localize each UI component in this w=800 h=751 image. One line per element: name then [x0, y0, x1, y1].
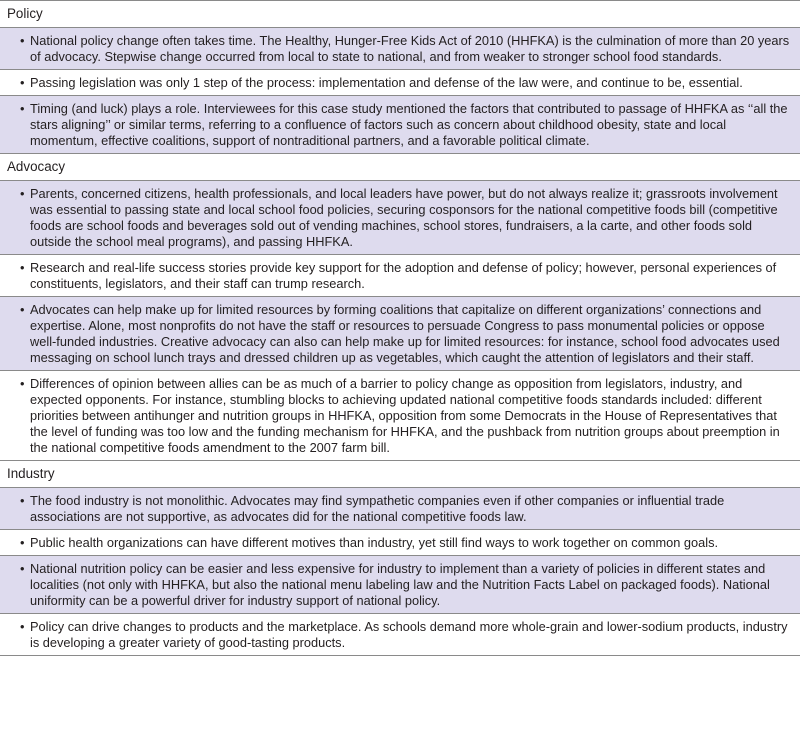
- bullet-icon: •: [20, 561, 25, 576]
- bullet-icon: •: [20, 619, 25, 634]
- row-text: Policy can drive changes to products and the marketplace. As schools demand more whole-grain and lower-sodium products, industry is developing a greater variety of good-tasting products.: [30, 619, 788, 650]
- table-row: [0, 530, 800, 556]
- section-title-policy: Policy: [0, 1, 800, 28]
- table-row: [0, 96, 800, 154]
- table-row: [0, 255, 800, 297]
- bullet-icon: •: [20, 376, 25, 391]
- bullet-icon: •: [20, 302, 25, 317]
- table-row: [0, 181, 800, 255]
- bullet-icon: •: [20, 535, 25, 550]
- row-text: National nutrition policy can be easier and less expensive for industry to implement than a variety of policies in different states and localities (not only with HHFKA, but also the national menu labeling law and the Nutrition Facts Label on packaged foods). National uniformity can be a powerful driver for industry support of national policy.: [30, 561, 770, 608]
- bullet-icon: •: [20, 186, 25, 201]
- row-text: National policy change often takes time. The Healthy, Hunger-Free Kids Act of 2010 (HHFKA) is the culmination of more than 20 years of advocacy. Stepwise change occurred from local to state to national, and from weaker to stronger school food standards.: [30, 33, 790, 64]
- table-row: [0, 371, 800, 461]
- row-text: Timing (and luck) plays a role. Interviewees for this case study mentioned the factors that contributed to passage of HHFKA as ‘‘all the stars aligning’’ or similar terms, referring to a confluence of factors such as concern about childhood obesity, state and local momentum, effective coalitions, support of nontraditional partners, and a favorable political climate.: [30, 101, 788, 148]
- bullet-icon: •: [20, 33, 25, 48]
- bullet-icon: •: [20, 75, 25, 90]
- section-title-advocacy: Advocacy: [0, 154, 800, 181]
- row-text: Parents, concerned citizens, health professionals, and local leaders have power, but do not always realize it; grassroots involvement was essential to passing state and local school food policies, securing cosponsors for the national competitive foods bill (competitive foods are school foods and beverages sold out of vending machines, school stores, fundraisers, a la carte, and other foods sold outside the school meal programs), and passing HHFKA.: [30, 186, 778, 249]
- bullet-icon: •: [20, 260, 25, 275]
- bullet-icon: •: [20, 493, 25, 508]
- table-row: [0, 488, 800, 530]
- row-text: Research and real-life success stories provide key support for the adoption and defense of policy; however, personal experiences of constituents, legislators, and their staff can trump research.: [30, 260, 777, 291]
- row-text: Advocates can help make up for limited resources by forming coalitions that capitalize on different organizations’ connections and expertise. Alone, most nonprofits do not have the staff or resources to persuade Congress to pass monumental policies or oppose well-funded industries. Creative advocacy can also can help make up for limited resources: for instance, school food advocates used messaging on school lunch trays and dressed children up as vegetables, which caught the attention of legislators and their staff.: [30, 302, 780, 365]
- row-text: The food industry is not monolithic. Advocates may find sympathetic companies even if other companies or influential trade associations are not supportive, as advocates did for the national competitive foods law.: [30, 493, 725, 524]
- table-row: [0, 297, 800, 371]
- row-text: Public health organizations can have different motives than industry, yet still find ways to work together on common goals.: [30, 535, 719, 550]
- row-text: Differences of opinion between allies can be as much of a barrier to policy change as opposition from legislators, industry, and expected opponents. For instance, stumbling blocks to achieving updated national competitive foods standards included: different priorities between antihunger and nutrition groups in HHFKA, opposition from some Democrats in the House of Representatives that the level of funding was too low and the funding mechanism for HHFKA, and the pushback from nutrition groups about preemption in the national competitive foods amendment to the 2007 farm bill.: [30, 376, 780, 455]
- table-row: [0, 28, 800, 70]
- table-row: [0, 614, 800, 656]
- bullet-icon: •: [20, 101, 25, 116]
- row-text: Passing legislation was only 1 step of the process: implementation and defense of the law were, and continue to be, essential.: [30, 75, 743, 90]
- table-row: [0, 556, 800, 614]
- section-title-industry: Industry: [0, 461, 800, 488]
- table-row: [0, 70, 800, 96]
